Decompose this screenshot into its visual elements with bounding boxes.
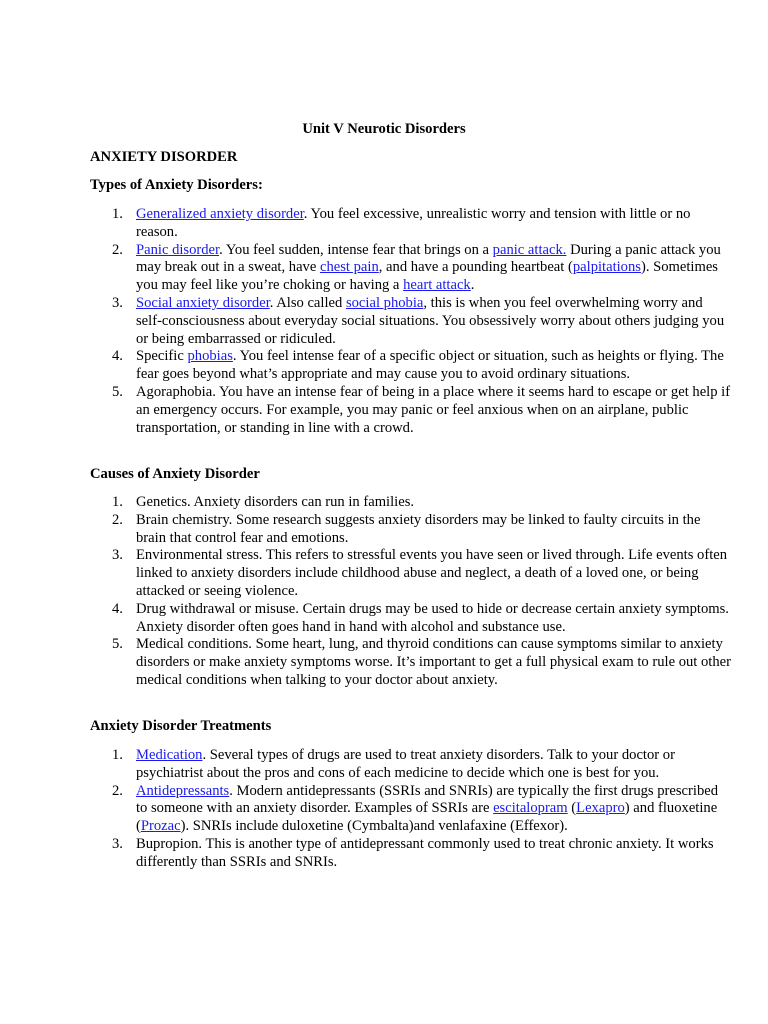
link-social-anxiety-disorder[interactable]: Social anxiety disorder: [136, 294, 270, 311]
link-escitalopram[interactable]: escitalopram: [493, 800, 568, 817]
list-item: 2. Panic disorder. You feel sudden, intense fear that brings on a panic attack. During a panic attack you may break out in a sweat, have chest pain, and have a pounding heartbeat (palpitations). Sometimes you may feel like you’re choking or having a heart attack.: [112, 241, 721, 294]
list-item: 1. Generalized anxiety disorder. You feel excessive, unrealistic worry and tension with little or no reason.: [112, 206, 691, 240]
link-medication[interactable]: Medication: [136, 747, 203, 763]
treatments-list: [90, 747, 732, 872]
link-palpitations[interactable]: palpitations: [572, 259, 641, 276]
heading-treatments: Anxiety Disorder Treatments: [90, 718, 272, 734]
list-item: 2. Antidepressants. Modern antidepressants (SSRIs and SNRIs) are typically the first drugs prescribed to someone with an anxiety disorder. Examples of SSRIs are escitalopram (Lexapro) and fluoxetine (Prozac). SNRIs include duloxetine (Cymbalta)and venlafaxine (Effexor).: [112, 782, 719, 835]
link-phobias[interactable]: phobias: [187, 348, 233, 365]
section-heading-anxiety-disorder: ANXIETY DISORDER: [90, 149, 238, 165]
list-item: 3. Environmental stress. This refers to stressful events you have seen or lived through. Life events often linked to anxiety disorders include childhood abuse and neglect, a death of a loved one, or being attacked or seeing violence.: [112, 547, 728, 599]
list-item: 4. Drug withdrawal or misuse. Certain drugs may be used to hide or decrease certain anxiety symptoms. Anxiety disorder often goes hand in hand with alcohol and substance use.: [112, 600, 729, 635]
list-item: 1. Medication. Several types of drugs are used to treat anxiety disorders. Talk to your doctor or psychiatrist about the pros and cons of each medicine to decide which one is best for you.: [112, 747, 675, 781]
link-panic-attack[interactable]: panic attack.: [492, 241, 567, 258]
heading-causes: Causes of Anxiety Disorder: [90, 466, 260, 482]
link-antidepressants[interactable]: Antidepressants: [136, 782, 230, 799]
types-list: [90, 206, 732, 437]
list-item: 2. Brain chemistry. Some research suggests anxiety disorders may be linked to faulty circuits in the brain that control fear and emotions.: [112, 511, 701, 546]
list-item: 5. Agoraphobia. You have an intense fear of being in a place where it seems hard to escape or get help if an emergency occurs. For example, you may panic or feel anxious when on an airplane, public transportation, or standing in line with a crowd.: [112, 383, 731, 436]
link-social-phobia[interactable]: social phobia: [345, 294, 424, 311]
page-title: Unit V Neurotic Disorders: [302, 121, 466, 137]
link-generalized-anxiety-disorder[interactable]: Generalized anxiety disorder: [136, 206, 304, 222]
link-chest-pain[interactable]: chest pain: [319, 259, 379, 276]
list-item: 1. Genetics. Anxiety disorders can run in families.: [112, 494, 415, 510]
list-item: 4. Specific phobias. You feel intense fear of a specific object or situation, such as heights or flying. The fear goes beyond what’s appropriate and may cause you to avoid ordinary situations.: [112, 348, 724, 383]
link-panic-disorder[interactable]: Panic disorder: [136, 241, 220, 258]
list-item: 3. Social anxiety disorder. Also called social phobia, this is when you feel overwhelming worry and self-consciousness about everyday social situations. You obsessively worry about others judging you or being embarrassed or ridiculed.: [112, 294, 725, 347]
causes-list: [90, 494, 732, 690]
link-heart-attack[interactable]: heart attack: [403, 277, 471, 294]
list-item: 5. Medical conditions. Some heart, lung, and thyroid conditions can cause symptoms similar to anxiety disorders or make anxiety symptoms worse. It’s important to get a full physical exam to rule out other medical conditions when talking to your doctor about anxiety.: [112, 636, 731, 688]
list-item: 3. Bupropion. This is another type of antidepressant commonly used to treat chronic anxiety. It works differently than SSRIs and SNRIs.: [112, 835, 714, 870]
link-prozac[interactable]: Prozac: [140, 818, 181, 835]
heading-types: Types of Anxiety Disorders:: [90, 177, 263, 193]
link-lexapro[interactable]: Lexapro: [576, 800, 625, 817]
